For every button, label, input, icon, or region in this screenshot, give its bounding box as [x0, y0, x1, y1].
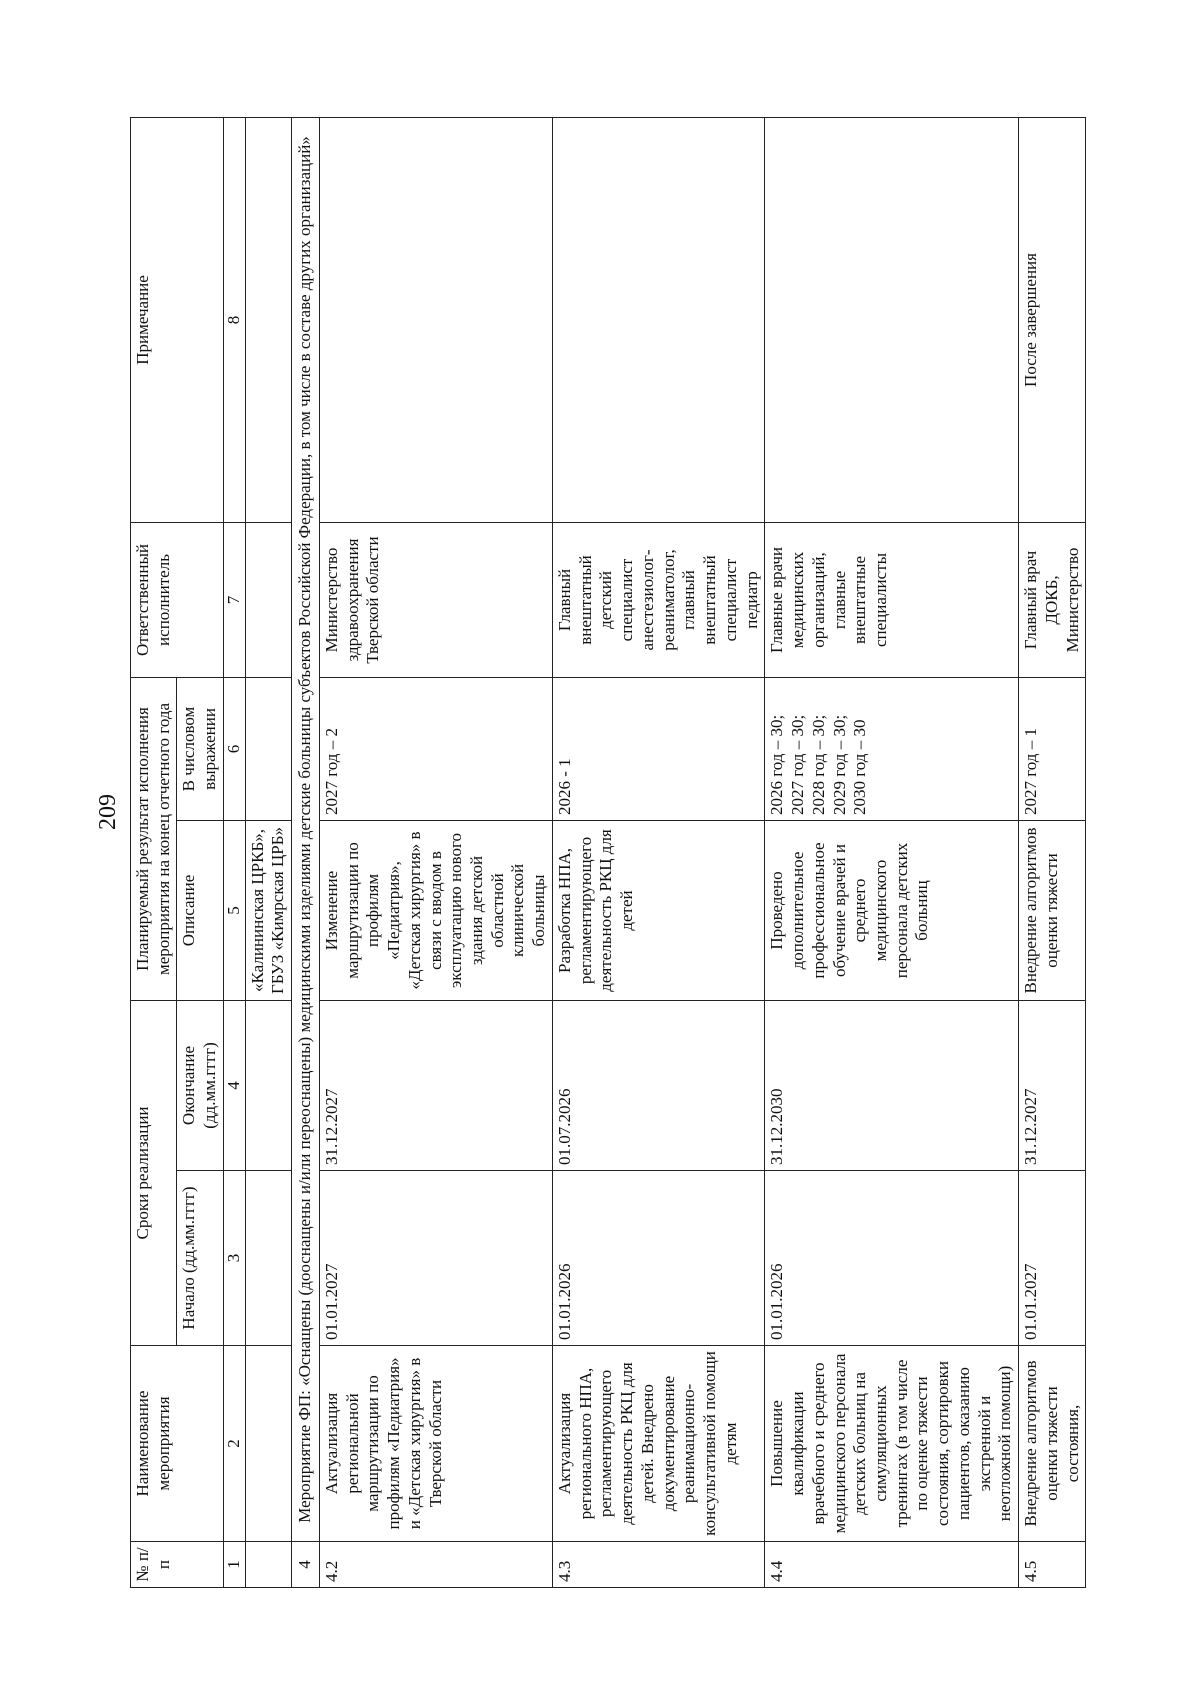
row-responsible: Главный внештатный детский специалист анестезиолог-реаниматолог, главный внештатный специалист педиатр — [552, 522, 764, 677]
header-note: Примечание — [131, 117, 224, 522]
page-number: 209 — [95, 794, 121, 830]
row-numeric: 2026 - 1 — [552, 677, 764, 820]
table-row — [319, 117, 552, 1587]
row-note — [552, 117, 764, 522]
row-start: 01.01.2026 — [552, 1171, 764, 1346]
row-start: 01.01.2027 — [319, 1171, 552, 1346]
carry-over-description: «Калининская ЦРКБ», ГБУЗ «Кимрская ЦРБ» — [245, 821, 291, 1001]
row-num: 4.3 — [552, 1542, 764, 1588]
column-number: 2 — [223, 1346, 245, 1542]
table-cell — [245, 1171, 291, 1346]
table-cell — [245, 1542, 291, 1588]
row-description: Разработка НПА, регламентирующего деятельность РКЦ для детей — [552, 821, 764, 1001]
header-row-1 — [131, 117, 177, 1587]
row-description: Изменение маршрутизации по профилям «Педиатрия», «Детская хирургия» в связи с вводом в эксплуатацию нового здания детской областной клинической больницы — [319, 821, 552, 1001]
table-row — [765, 117, 1019, 1587]
row-end: 31.12.2030 — [765, 1001, 1019, 1171]
measures-table — [130, 117, 1086, 1588]
row-name: Актуализация региональной маршрутизации по профилям «Педиатрия» и «Детская хирургия» в Тверской области — [319, 1346, 552, 1542]
column-number: 6 — [223, 677, 245, 820]
row-end: 31.12.2027 — [1019, 1001, 1086, 1171]
column-number: 8 — [223, 117, 245, 522]
header-num: № п/п — [131, 1542, 224, 1588]
row-start: 01.01.2026 — [765, 1171, 1019, 1346]
column-number: 1 — [223, 1542, 245, 1588]
column-number: 3 — [223, 1171, 245, 1346]
row-note: После завершения — [1019, 117, 1086, 522]
table-cell — [245, 117, 291, 522]
column-number: 5 — [223, 821, 245, 1001]
column-number: 7 — [223, 522, 245, 677]
row-end: 31.12.2027 — [319, 1001, 552, 1171]
header-result: Планируемый результат исполнения мероприятия на конец отчетного года — [131, 677, 177, 1000]
row-num: 4.2 — [319, 1542, 552, 1588]
header-numeric: В числовом выражении — [177, 677, 223, 820]
row-note — [319, 117, 552, 522]
row-numeric: 2026 год – 30; 2027 год – 30; 2028 год – 30; 2029 год – 30; 2030 год – 30 — [765, 677, 1019, 820]
header-responsible: Ответственный исполнитель — [131, 522, 224, 677]
row-name: Актуализация регионального НПА, регламентирующего деятельность РКЦ для детей. Внедрено документирование реанимационно-консультативной помощи детям — [552, 1346, 764, 1542]
header-end: Окончание (дд.мм.гггг) — [177, 1001, 223, 1171]
section-title: Мероприятие ФП: «Оснащены (дооснащены и/или переоснащены) медицинскими изделиями детские больницы субъектов Российской Федерации, в том числе в составе других организаций» — [292, 117, 320, 1541]
row-numeric: 2027 год – 2 — [319, 677, 552, 820]
column-number: 4 — [223, 1001, 245, 1171]
carry-over-row — [245, 117, 291, 1587]
header-start: Начало (дд.мм.гггг) — [177, 1171, 223, 1346]
table-wrapper — [130, 118, 1082, 1588]
row-num: 4.4 — [765, 1542, 1019, 1588]
row-num: 4.5 — [1019, 1542, 1086, 1588]
table-cell — [245, 677, 291, 820]
header-description: Описание — [177, 821, 223, 1001]
row-responsible: Главные врачи медицинских организаций, главные внештатные специалисты — [765, 522, 1019, 677]
table-cell — [245, 522, 291, 677]
row-name: Внедрение алгоритмов оценки тяжести состояния, — [1019, 1346, 1086, 1542]
table-row — [552, 117, 764, 1587]
section-num: 4 — [292, 1542, 320, 1588]
column-numbers-row — [223, 117, 245, 1587]
header-terms: Сроки реализации — [131, 1001, 177, 1346]
row-name: Повышение квалификации врачебного и среднего медицинского персонала детских больниц на симуляционных тренингах (в том числе по оценке тяжести состояния, сортировки пациентов, оказанию экстренной и неотложной помощи) — [765, 1346, 1019, 1542]
row-numeric: 2027 год – 1 — [1019, 677, 1086, 820]
row-start: 01.01.2027 — [1019, 1171, 1086, 1346]
header-name: Наименование мероприятия — [131, 1346, 224, 1542]
row-responsible: Министерство здравоохранения Тверской области — [319, 522, 552, 677]
table-cell — [245, 1346, 291, 1542]
row-description: Внедрение алгоритмов оценки тяжести — [1019, 821, 1086, 1001]
row-description: Проведено дополнительное профессиональное обучение врачей и среднего медицинского персонала детских больниц — [765, 821, 1019, 1001]
row-note — [765, 117, 1019, 522]
table-cell — [245, 1001, 291, 1171]
row-responsible: Главный врач ДОКБ, Министерство — [1019, 522, 1086, 677]
section-row — [292, 117, 320, 1587]
table-row — [1019, 117, 1086, 1587]
row-end: 01.07.2026 — [552, 1001, 764, 1171]
